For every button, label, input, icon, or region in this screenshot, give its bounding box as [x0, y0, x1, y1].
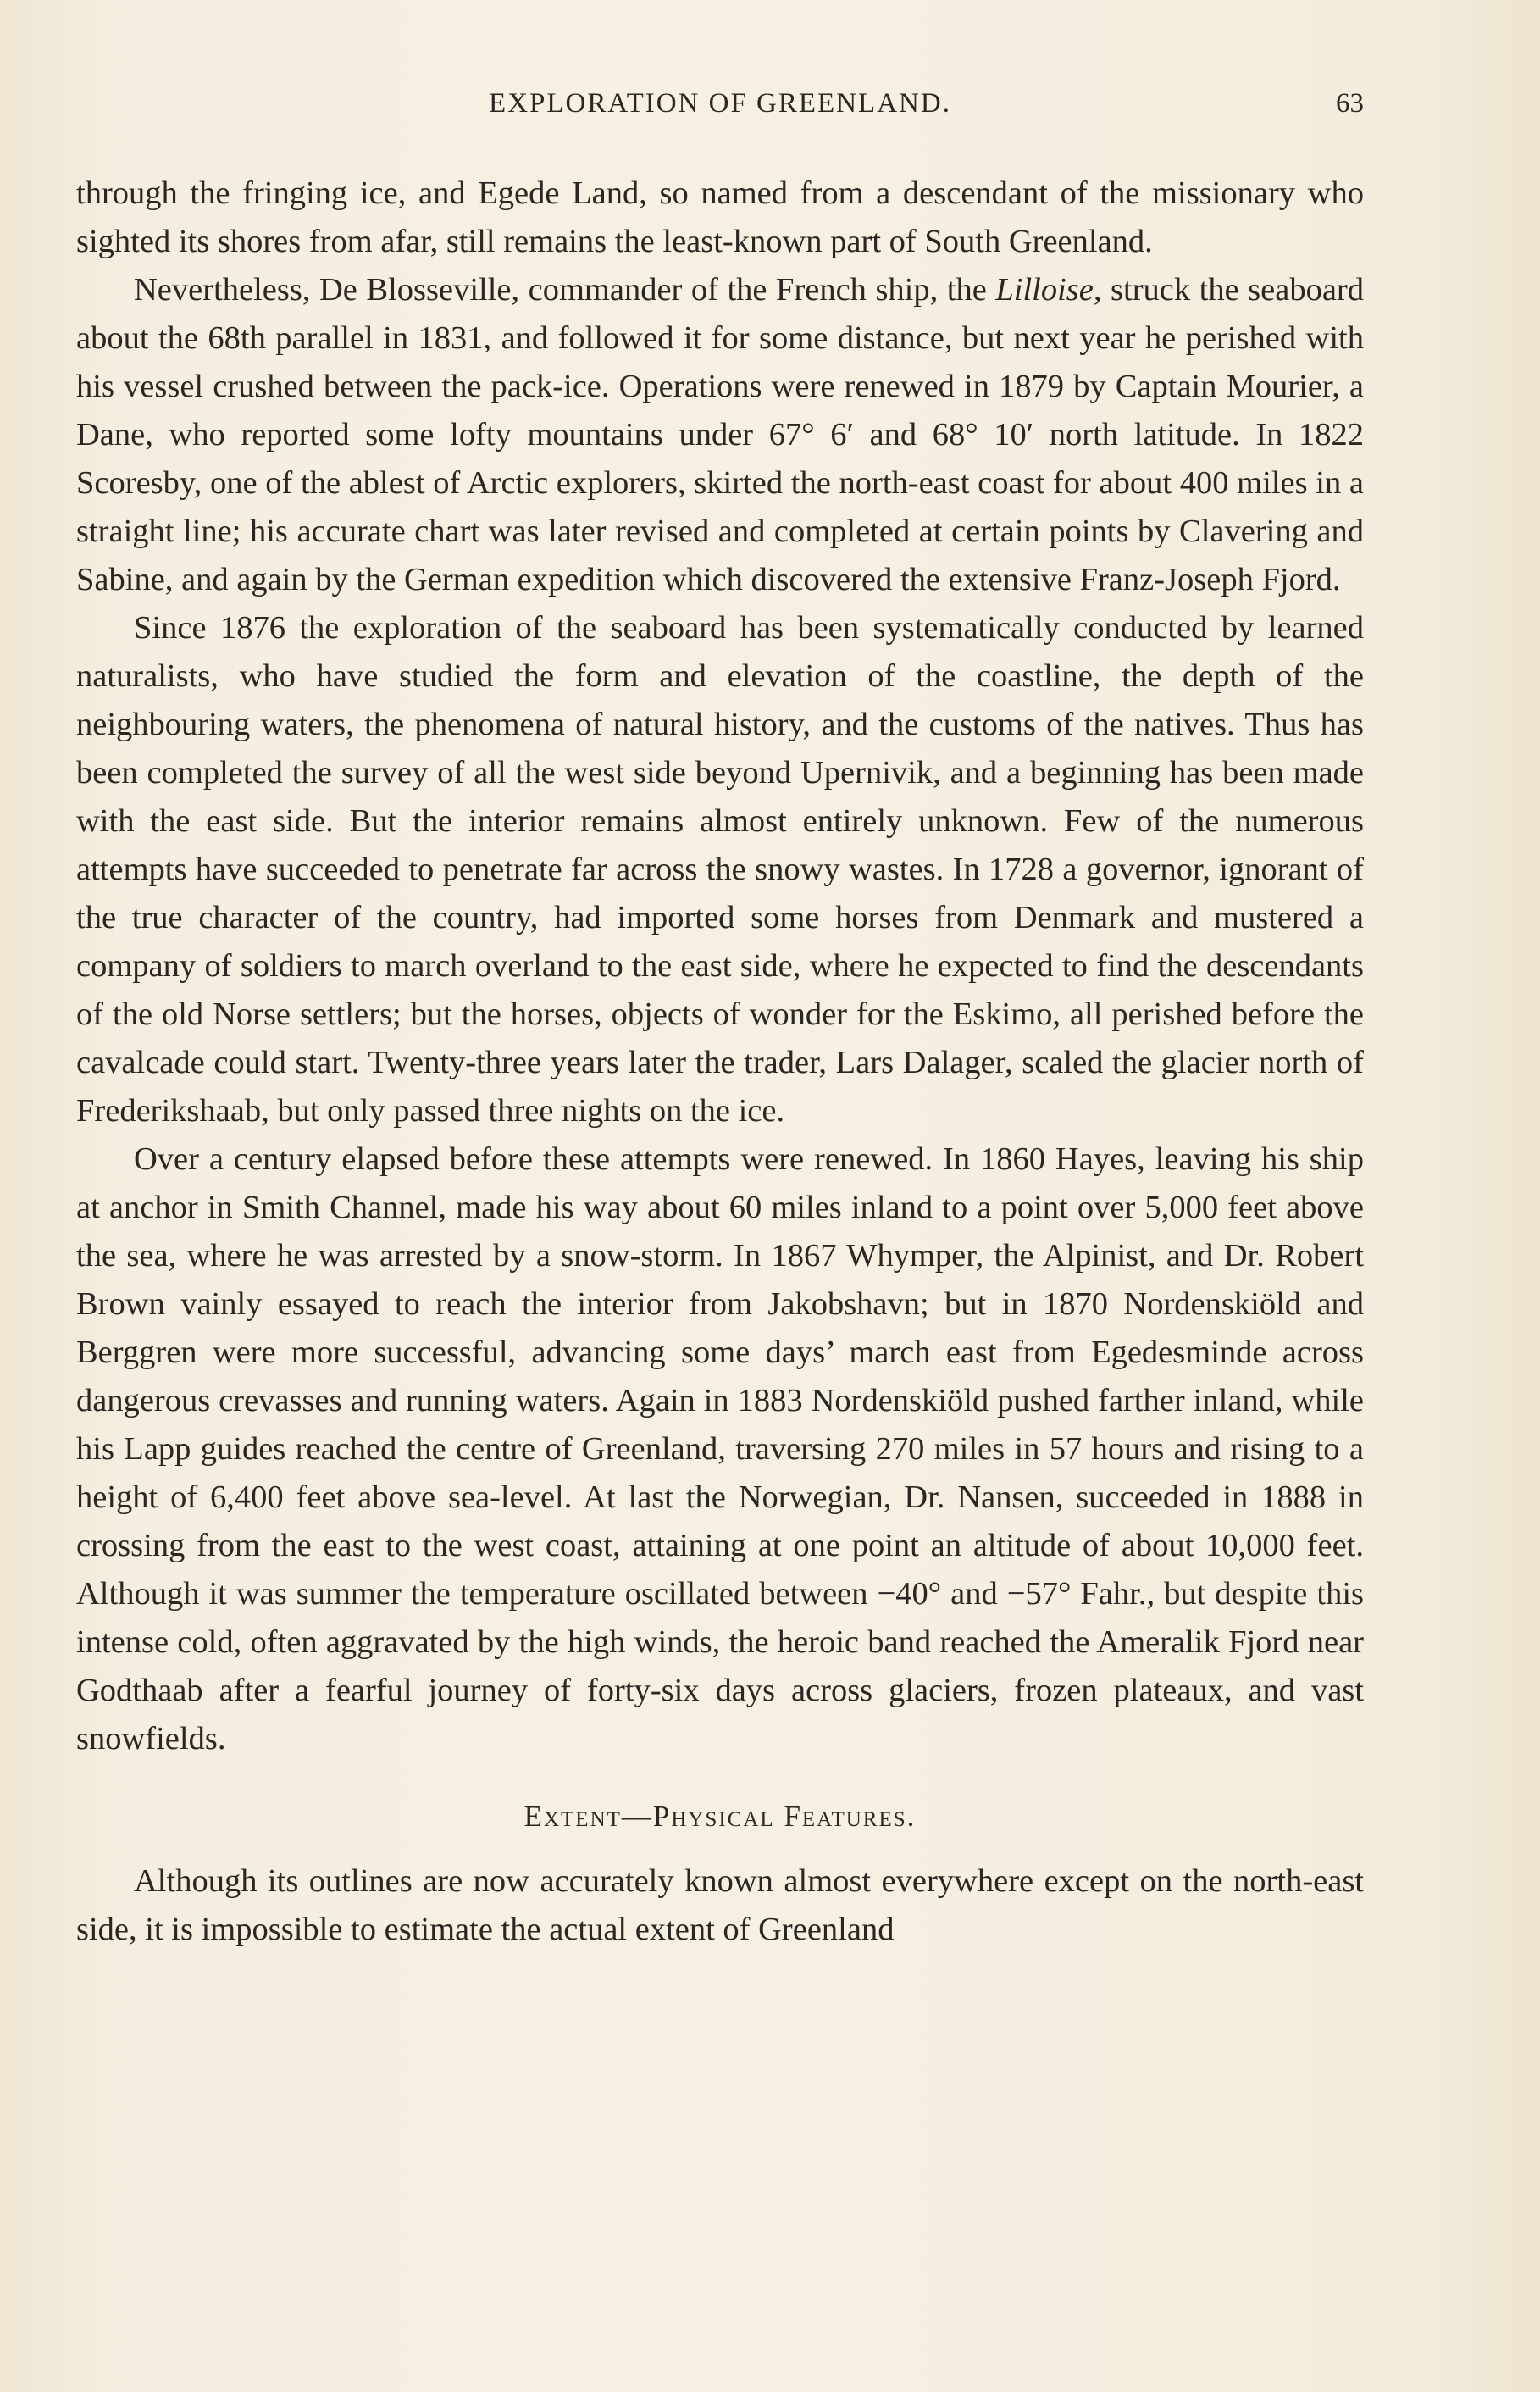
page-number: 63 — [1336, 88, 1364, 119]
running-title: EXPLORATION OF GREENLAND. — [489, 88, 951, 119]
paragraph-5: Although its outlines are now accurately known almost everywhere except on the north-east side, it is impossible to estimate the actual extent of Greenland — [76, 1863, 1364, 1947]
paragraph-2 — [76, 266, 1364, 604]
body-text — [76, 169, 1364, 1954]
ship-name: Lilloise, — [995, 272, 1102, 308]
paragraph-4: Over a century elapsed before these attempts were renewed. In 1860 Hayes, leaving his ship at anchor in Smith Channel, made his way about 60 miles inland to a point over 5,000 feet above the sea, where he was arrested by a snow-storm. In 1867 Whymper, the Alpinist, and Dr. Robert Brown vainly essayed to reach the interior from Jakobshavn; but in 1870 Nordenskiöld and Berggren were more successful, advancing some days’ march east from Egedesminde across dangerous crevasses and running waters. Again in 1883 Nordenskiöld pushed farther inland, while his Lapp guides reached the centre of Greenland, traversing 270 miles in 57 hours and rising to a height of 6,400 feet above sea-level. At last the Norwegian, Dr. Nansen, succeeded in 1888 in crossing from the east to the west coast, attaining at one point an altitude of about 10,000 feet. Although it was summer the temperature oscillated between −40° and −57° Fahr., but despite this intense cold, often aggravated by the high winds, the heroic band reached the Ameralik Fjord near Godthaab after a fearful journey of forty-six days across glaciers, frozen plateaux, and vast snowfields. — [76, 1141, 1364, 1757]
paragraph-1: through the fringing ice, and Egede Land, so named from a descendant of the missionary who sighted its shores from afar, still remains the least-known part of South Greenland. — [76, 175, 1364, 259]
paragraph-3: Since 1876 the exploration of the seaboard has been systematically conducted by learned naturalists, who have studied the form and elevation of the coastline, the depth of the neighbouring waters, the phenomena of natural history, and the customs of the natives. Thus has been completed the survey of all the west side beyond Upernivik, and a beginning has been made with the east side. But the interior remains almost entirely unknown. Few of the numerous attempts have succeeded to penetrate far across the snowy wastes. In 1728 a governor, ignorant of the true character of the country, had imported some horses from Denmark and mustered a company of soldiers to march overland to the east side, where he expected to find the descendants of the old Norse settlers; but the horses, objects of wonder for the Eskimo, all perished before the cavalcade could start. Twenty-three years later the trader, Lars Dalager, scaled the glacier north of Frederikshaab, but only passed three nights on the ice. — [76, 610, 1364, 1129]
paragraph-2-part-1: Nevertheless, De Blosseville, commander of the French ship, the — [134, 272, 996, 308]
paragraph-2-part-2: struck the seaboard about the 68th parallel in 1831, and followed it for some distance, but next year he perished with his vessel crushed between the pack-ice. Operations were renewed in 1879 by Captain Mourier, a Dane, who reported some lofty mountains under 67° 6′ and 68° 10′ north latitude. In 1822 Scoresby, one of the ablest of Arctic explorers, skirted the north-east coast for about 400 miles in a straight line; his accurate chart was later revised and completed at certain points by Clavering and Sabine, and again by the German expedition which discovered the extensive Franz-Joseph Fjord. — [76, 272, 1364, 597]
page-header — [76, 88, 1364, 139]
section-heading: Extent—Physical Features. — [523, 1800, 917, 1833]
